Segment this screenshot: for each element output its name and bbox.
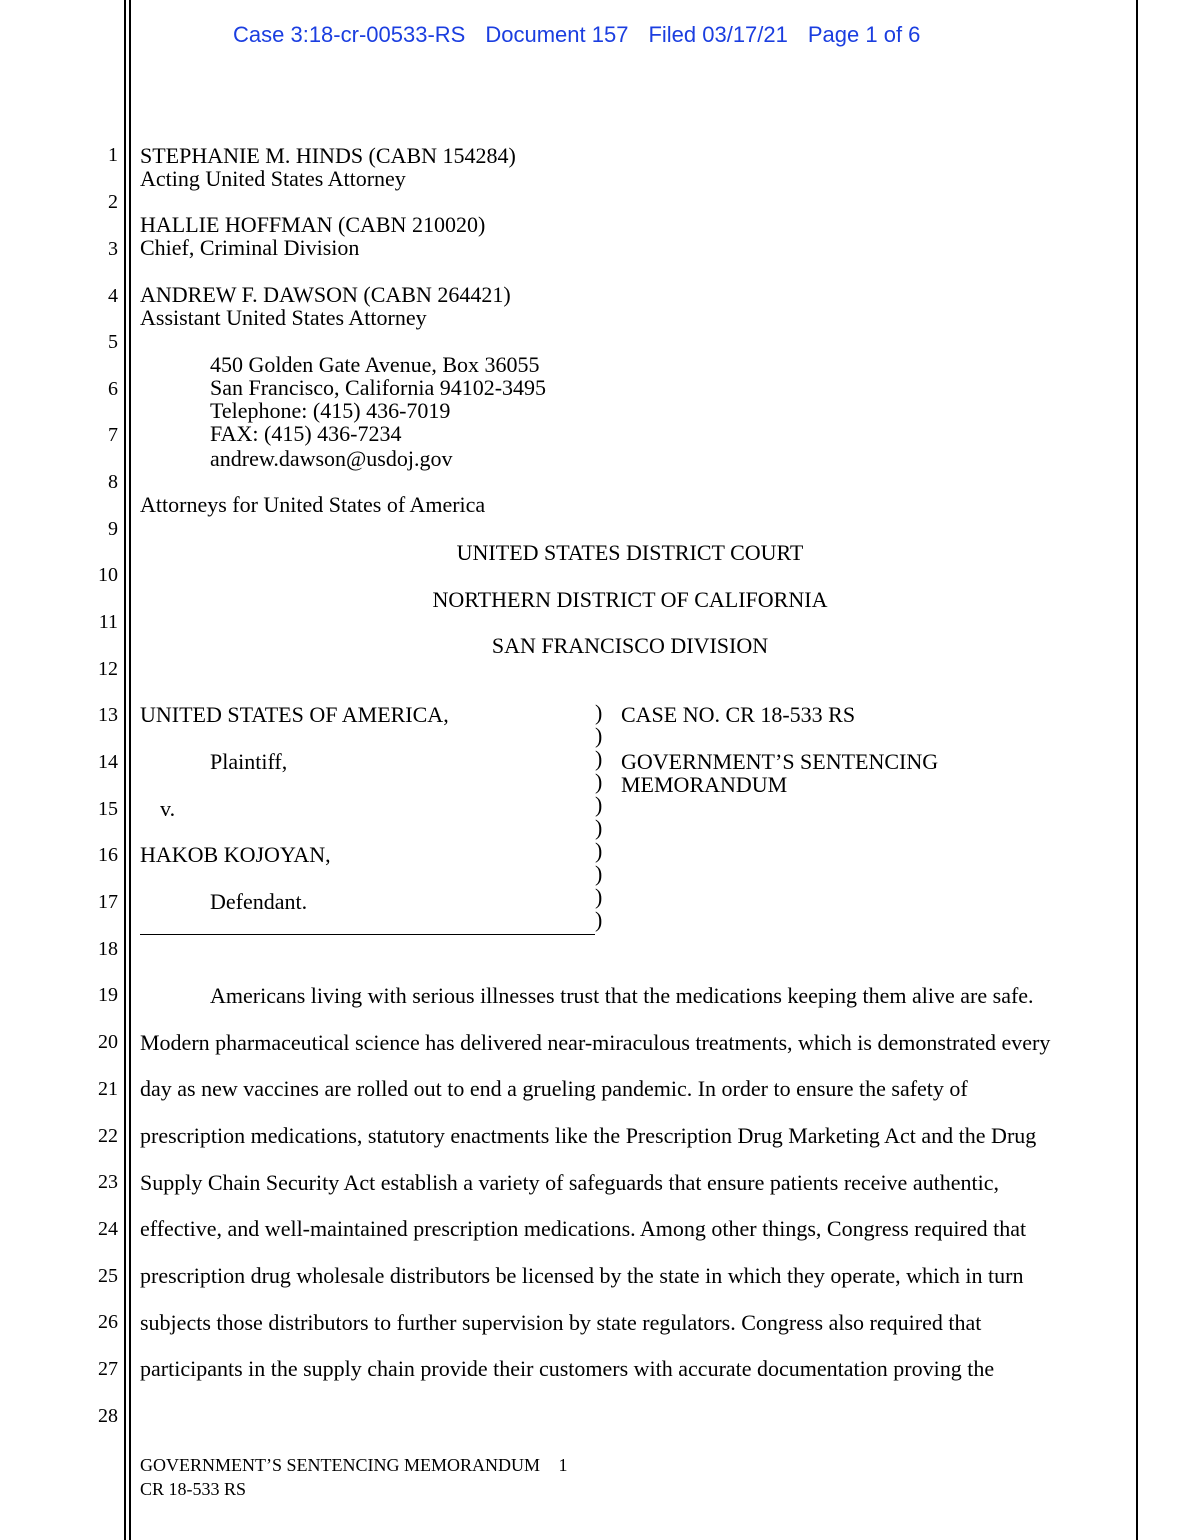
line-number: 13 bbox=[98, 704, 118, 726]
caption-paren: ) bbox=[595, 861, 603, 886]
line-number: 1 bbox=[108, 144, 118, 166]
footer-page-number: 1 bbox=[558, 1455, 568, 1475]
attorney-name: STEPHANIE M. HINDS (CABN 154284) bbox=[140, 143, 516, 168]
header-page-count: Page 1 of 6 bbox=[807, 22, 921, 47]
caption-paren: ) bbox=[595, 838, 603, 863]
header-case-number: Case 3:18-cr-00533-RS bbox=[233, 22, 466, 47]
line-number: 10 bbox=[98, 564, 118, 586]
line-number: 24 bbox=[98, 1218, 118, 1240]
phone-line: Telephone: (415) 436-7019 bbox=[210, 398, 451, 423]
attorneys-for: Attorneys for United States of America bbox=[140, 492, 486, 517]
body-line: prescription medications, statutory enactments like the Prescription Drug Marketing Act and the Drug bbox=[140, 1123, 1037, 1148]
body-line: subjects those distributors to further supervision by state regulators. Congress also required that bbox=[140, 1310, 982, 1335]
line-number: 16 bbox=[98, 844, 118, 866]
page-footer bbox=[140, 1453, 568, 1501]
footer-title: GOVERNMENT’S SENTENCING MEMORANDUM bbox=[140, 1455, 540, 1475]
line-number: 26 bbox=[98, 1311, 118, 1333]
line-number: 14 bbox=[98, 751, 118, 773]
line-number: 7 bbox=[108, 424, 118, 446]
header-document-number: Document 157 bbox=[485, 22, 629, 47]
footer-case-number: CR 18-533 RS bbox=[140, 1479, 247, 1499]
document-title: GOVERNMENT’S SENTENCING bbox=[621, 749, 939, 774]
case-number: CASE NO. CR 18-533 RS bbox=[621, 702, 856, 727]
fax-line: FAX: (415) 436-7234 bbox=[210, 421, 402, 446]
line-number: 8 bbox=[108, 471, 118, 493]
line-number: 9 bbox=[108, 518, 118, 540]
email-line: andrew.dawson@usdoj.gov bbox=[210, 446, 453, 471]
line-number: 2 bbox=[108, 191, 118, 213]
caption-paren: ) bbox=[595, 907, 603, 932]
plaintiff-name: UNITED STATES OF AMERICA, bbox=[140, 702, 449, 727]
line-number: 18 bbox=[98, 938, 118, 960]
court-division: SAN FRANCISCO DIVISION bbox=[491, 633, 769, 658]
line-number: 6 bbox=[108, 378, 118, 400]
court-district: NORTHERN DISTRICT OF CALIFORNIA bbox=[432, 587, 828, 612]
caption-paren: ) bbox=[595, 746, 603, 771]
line-number: 15 bbox=[98, 798, 118, 820]
body-line: day as new vaccines are rolled out to end a grueling pandemic. In order to ensure the safety of bbox=[140, 1076, 968, 1101]
line-number: 17 bbox=[98, 891, 118, 913]
caption-paren: ) bbox=[595, 700, 603, 725]
document-title-cont: MEMORANDUM bbox=[621, 772, 788, 797]
line-number: 11 bbox=[98, 611, 118, 633]
caption-paren: ) bbox=[595, 769, 603, 794]
right-margin-rule bbox=[1136, 0, 1138, 1540]
line-number: 23 bbox=[98, 1171, 118, 1193]
body-line: participants in the supply chain provide their customers with accurate documentation proving the bbox=[140, 1356, 995, 1381]
body-line: Supply Chain Security Act establish a variety of safeguards that ensure patients receive authentic, bbox=[140, 1170, 999, 1195]
caption-paren: ) bbox=[595, 723, 603, 748]
line-number: 19 bbox=[98, 984, 118, 1006]
attorney-title: Assistant United States Attorney bbox=[140, 305, 427, 330]
caption-paren: ) bbox=[595, 792, 603, 817]
attorney-title: Acting United States Attorney bbox=[140, 166, 406, 191]
line-number: 27 bbox=[98, 1358, 118, 1380]
caption-rule bbox=[140, 934, 595, 935]
line-number: 4 bbox=[108, 285, 118, 307]
left-margin-rule-inner bbox=[129, 0, 131, 1540]
line-number: 22 bbox=[98, 1125, 118, 1147]
line-number: 5 bbox=[108, 331, 118, 353]
defendant-name: HAKOB KOJOYAN, bbox=[140, 842, 331, 867]
body-line: Americans living with serious illnesses trust that the medications keeping them alive are safe. bbox=[210, 983, 1034, 1008]
caption-paren: ) bbox=[595, 884, 603, 909]
address-line: 450 Golden Gate Avenue, Box 36055 bbox=[210, 352, 540, 377]
line-number: 21 bbox=[98, 1078, 118, 1100]
line-number: 3 bbox=[108, 238, 118, 260]
defendant-role: Defendant. bbox=[210, 889, 308, 914]
line-number: 12 bbox=[98, 658, 118, 680]
court-name: UNITED STATES DISTRICT COURT bbox=[456, 540, 804, 565]
line-number: 20 bbox=[98, 1031, 118, 1053]
line-number: 25 bbox=[98, 1265, 118, 1287]
plaintiff-role: Plaintiff, bbox=[210, 749, 288, 774]
address-line: San Francisco, California 94102-3495 bbox=[210, 375, 547, 400]
body-line: effective, and well-maintained prescription medications. Among other things, Congress required that bbox=[140, 1216, 1027, 1241]
attorney-name: HALLIE HOFFMAN (CABN 210020) bbox=[140, 212, 486, 237]
body-line: prescription drug wholesale distributors be licensed by the state in which they operate, which in turn bbox=[140, 1263, 1024, 1288]
attorney-title: Chief, Criminal Division bbox=[140, 235, 360, 260]
line-number: 28 bbox=[98, 1405, 118, 1427]
left-margin-rule-outer bbox=[124, 0, 126, 1540]
caption-paren: ) bbox=[595, 815, 603, 840]
attorney-name: ANDREW F. DAWSON (CABN 264421) bbox=[140, 282, 511, 307]
header-filed-date: Filed 03/17/21 bbox=[648, 22, 788, 47]
body-line: Modern pharmaceutical science has delivered near-miraculous treatments, which is demonstrated every bbox=[140, 1030, 1051, 1055]
versus: v. bbox=[160, 796, 176, 821]
ecf-header bbox=[233, 22, 940, 48]
